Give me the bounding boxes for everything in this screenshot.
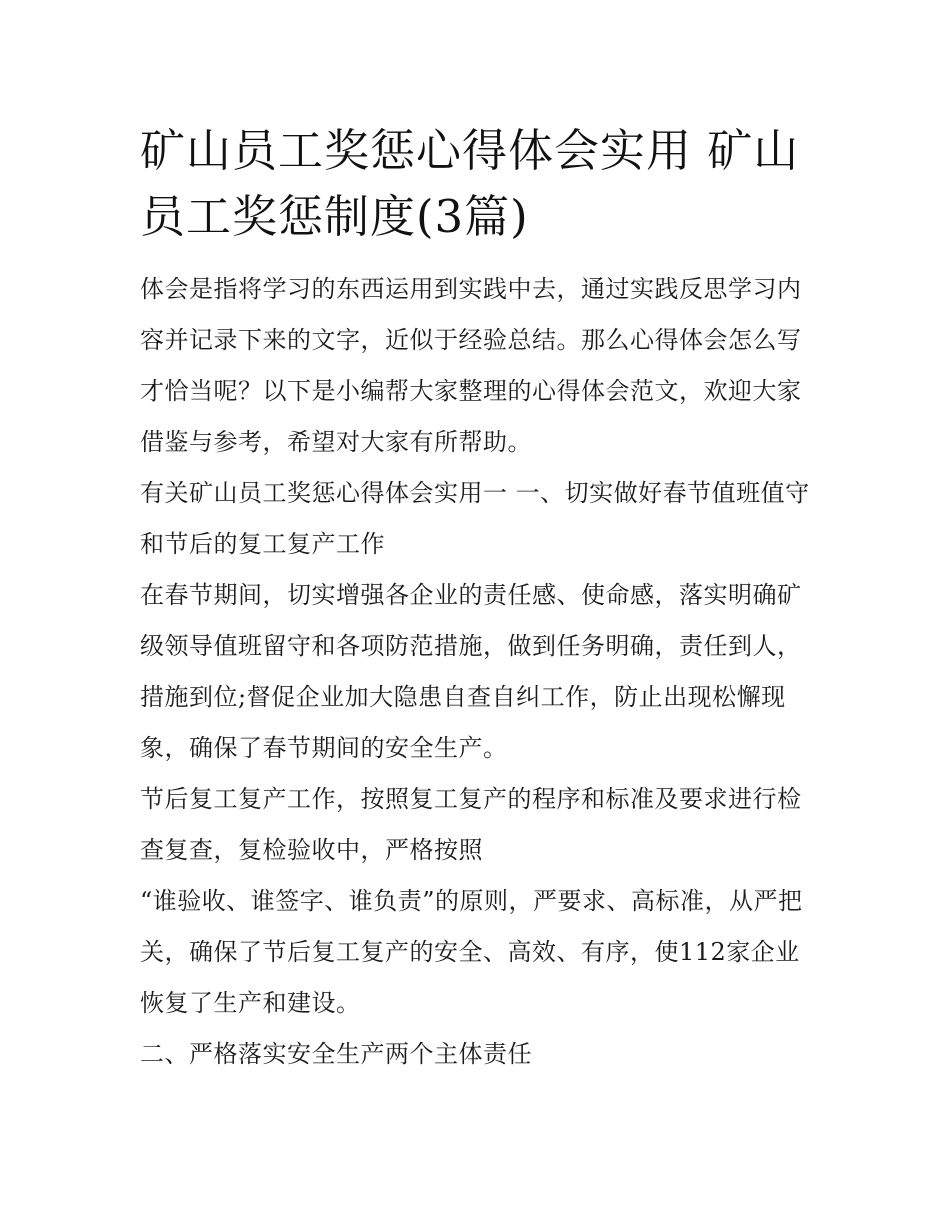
spring-festival-paragraph: 在春节期间，切实增强各企业的责任感、使命感，落实明确矿级领导值班留守和各项防范措施，做到任务明确，责任到人，措施到位;督促企业加大隐患自查自纠工作，防止出现松懈现象，确保了春节期间的安全生产。 xyxy=(140,581,802,762)
section-two-heading: 二、严格落实安全生产两个主体责任 xyxy=(140,1040,532,1068)
section-one-heading: 有关矿山员工奖惩心得体会实用一 一、切实做好春节值班值守和节后的复工复产工作 xyxy=(140,479,810,558)
document-title: 矿山员工奖惩心得体会实用 矿山员工奖惩制度(3篇) xyxy=(140,124,800,243)
intro-paragraph: 体会是指将学习的东西运用到实践中去，通过实践反思学习内容并记录下来的文字，近似于经验总结。那么心得体会怎么写才恰当呢？以下是小编帮大家整理的心得体会范文，欢迎大家借鉴与参考，希望对大家有所帮助。 xyxy=(140,275,802,456)
resumption-paragraph: 节后复工复产工作，按照复工复产的程序和标准及要求进行检查复查，复检验收中，严格按照 xyxy=(140,785,802,864)
document-body xyxy=(140,118,812,1080)
principle-paragraph: “谁验收、谁签字、谁负责”的原则，严要求、高标准，从严把关，确保了节后复工复产的安全、高效、有序，使112家企业恢复了生产和建设。 xyxy=(140,887,803,1017)
